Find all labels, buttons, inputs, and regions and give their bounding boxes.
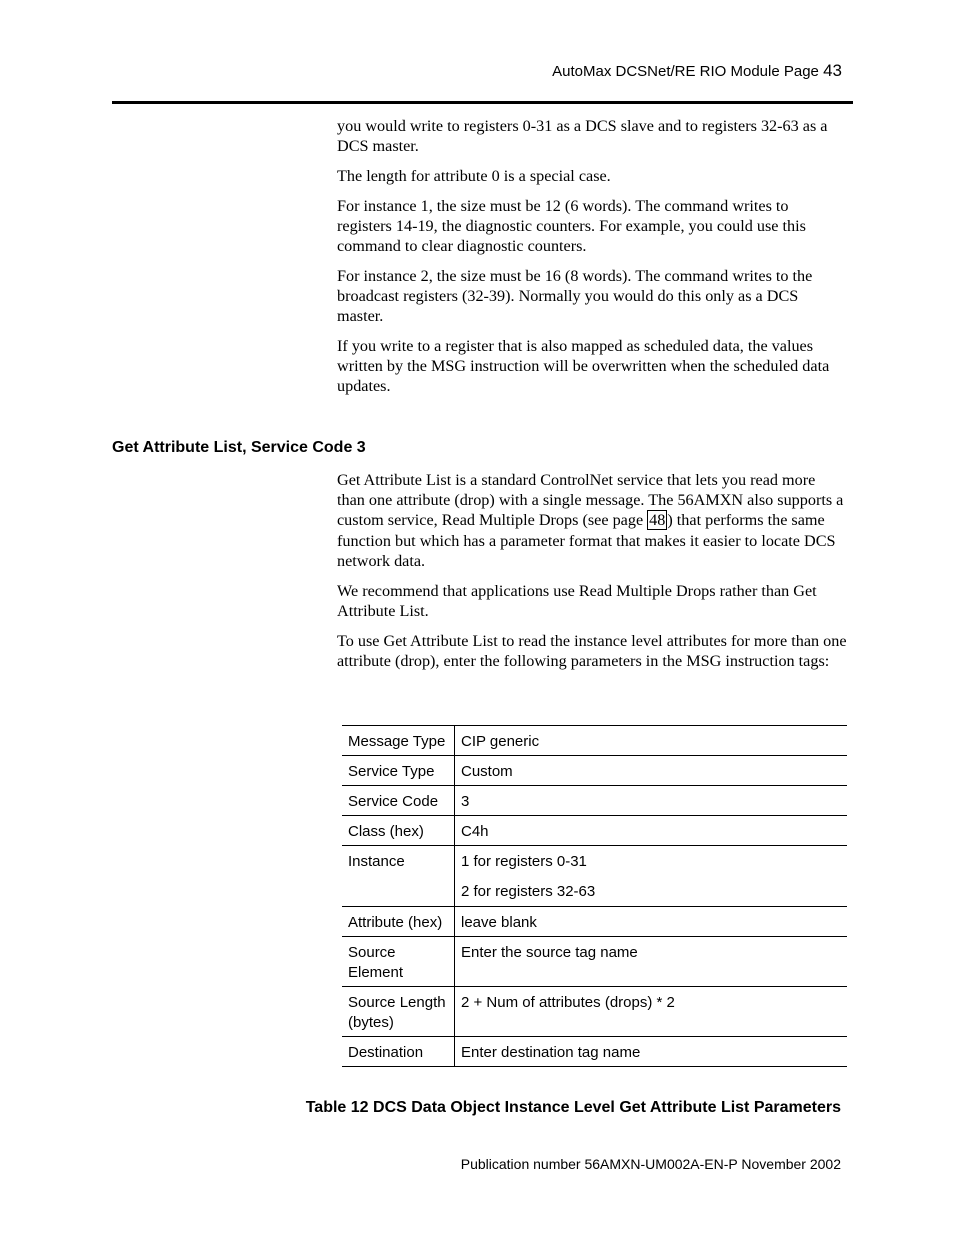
table-value-cell: CIP generic <box>455 726 848 756</box>
table-key-cell: Source Element <box>342 937 455 987</box>
table-key-cell: Attribute (hex) <box>342 907 455 937</box>
paragraph-instance-1 <box>337 196 847 257</box>
paragraph-instance-2 <box>337 266 847 327</box>
running-header <box>552 61 842 81</box>
header-rule <box>112 101 853 104</box>
table-row <box>342 726 847 756</box>
table-row <box>342 937 847 987</box>
table-value-cell: C4h <box>455 816 848 846</box>
table-key-cell: Class (hex) <box>342 816 455 846</box>
table-key-cell: Service Code <box>342 786 455 816</box>
table-row <box>342 756 847 786</box>
paragraph-recommendation <box>337 581 847 621</box>
paragraph-text: Get Attribute List is a standard ControlNet service that lets you read more than one attribute (drop) with a single message. The 56AMXN also supports a custom service, Read Multiple Drops (see page <box>337 471 844 530</box>
paragraph-text: We recommend that applications use Read Multiple Drops rather than Get Attribute List. <box>337 582 817 621</box>
section-heading: Get Attribute List, Service Code 3 <box>112 439 366 456</box>
paragraph-continuation <box>337 116 847 156</box>
table-value-cell: leave blank <box>455 907 848 937</box>
table-row <box>342 816 847 846</box>
table-value-cell: Enter destination tag name <box>455 1037 848 1067</box>
table-value-line: 2 for registers 32-63 <box>461 883 596 900</box>
table-value-cell: 2 + Num of attributes (drops) * 2 <box>455 987 848 1037</box>
paragraph-attribute-zero <box>337 166 847 186</box>
table-key-cell: Instance <box>342 846 455 907</box>
table-key-cell: Destination <box>342 1037 455 1067</box>
table-key-cell: Service Type <box>342 756 455 786</box>
table-row <box>342 786 847 816</box>
table-caption: Table 12 DCS Data Object Instance Level Get Attribute List Parameters <box>305 1099 841 1116</box>
table-row <box>342 846 847 907</box>
table-value-line: 1 for registers 0-31 <box>461 853 587 870</box>
paragraph-text: The length for attribute 0 is a special case. <box>337 167 611 185</box>
paragraph-text: you would write to registers 0-31 as a DCS slave and to registers 32-63 as a DCS master. <box>337 117 828 156</box>
paragraph-scheduled-data <box>337 336 847 397</box>
paragraph-text: If you write to a register that is also mapped as scheduled data, the values written by the MSG instruction will be overwritten when the scheduled data updates. <box>337 337 830 396</box>
page-reference-link[interactable]: 48 <box>649 511 666 530</box>
table-value-cell: Enter the source tag name <box>455 937 848 987</box>
parameters-table <box>342 725 847 1067</box>
table-value-cell: Custom <box>455 756 848 786</box>
paragraph-text: To use Get Attribute List to read the instance level attributes for more than one attribute (drop), enter the following parameters in the MSG instruction tags: <box>337 632 847 671</box>
table-row <box>342 1037 847 1067</box>
table-value-cell <box>455 846 848 907</box>
paragraph-get-attribute-list <box>337 470 847 571</box>
table-row <box>342 987 847 1037</box>
publication-footer: Publication number 56AMXN-UM002A-EN-P November 2002 <box>460 1156 841 1172</box>
header-title: AutoMax DCSNet/RE RIO Module Page <box>552 63 819 80</box>
paragraph-text: For instance 2, the size must be 16 (8 words). The command writes to the broadcast registers (32-39). Normally you would do this only as a DCS master. <box>337 267 813 326</box>
paragraph-text: ) that performs the same function but which has a parameter format that makes it easier to locate DCS network data. <box>337 511 836 570</box>
paragraph-instructions <box>337 631 847 671</box>
table-value-cell: 3 <box>455 786 848 816</box>
table-key-cell: Source Length (bytes) <box>342 987 455 1037</box>
paragraph-text: For instance 1, the size must be 12 (6 words). The command writes to registers 14-19, the diagnostic counters. For example, you could use this command to clear diagnostic counters. <box>337 197 806 256</box>
table-key-cell: Message Type <box>342 726 455 756</box>
table-row <box>342 907 847 937</box>
page-number: 43 <box>823 61 842 80</box>
